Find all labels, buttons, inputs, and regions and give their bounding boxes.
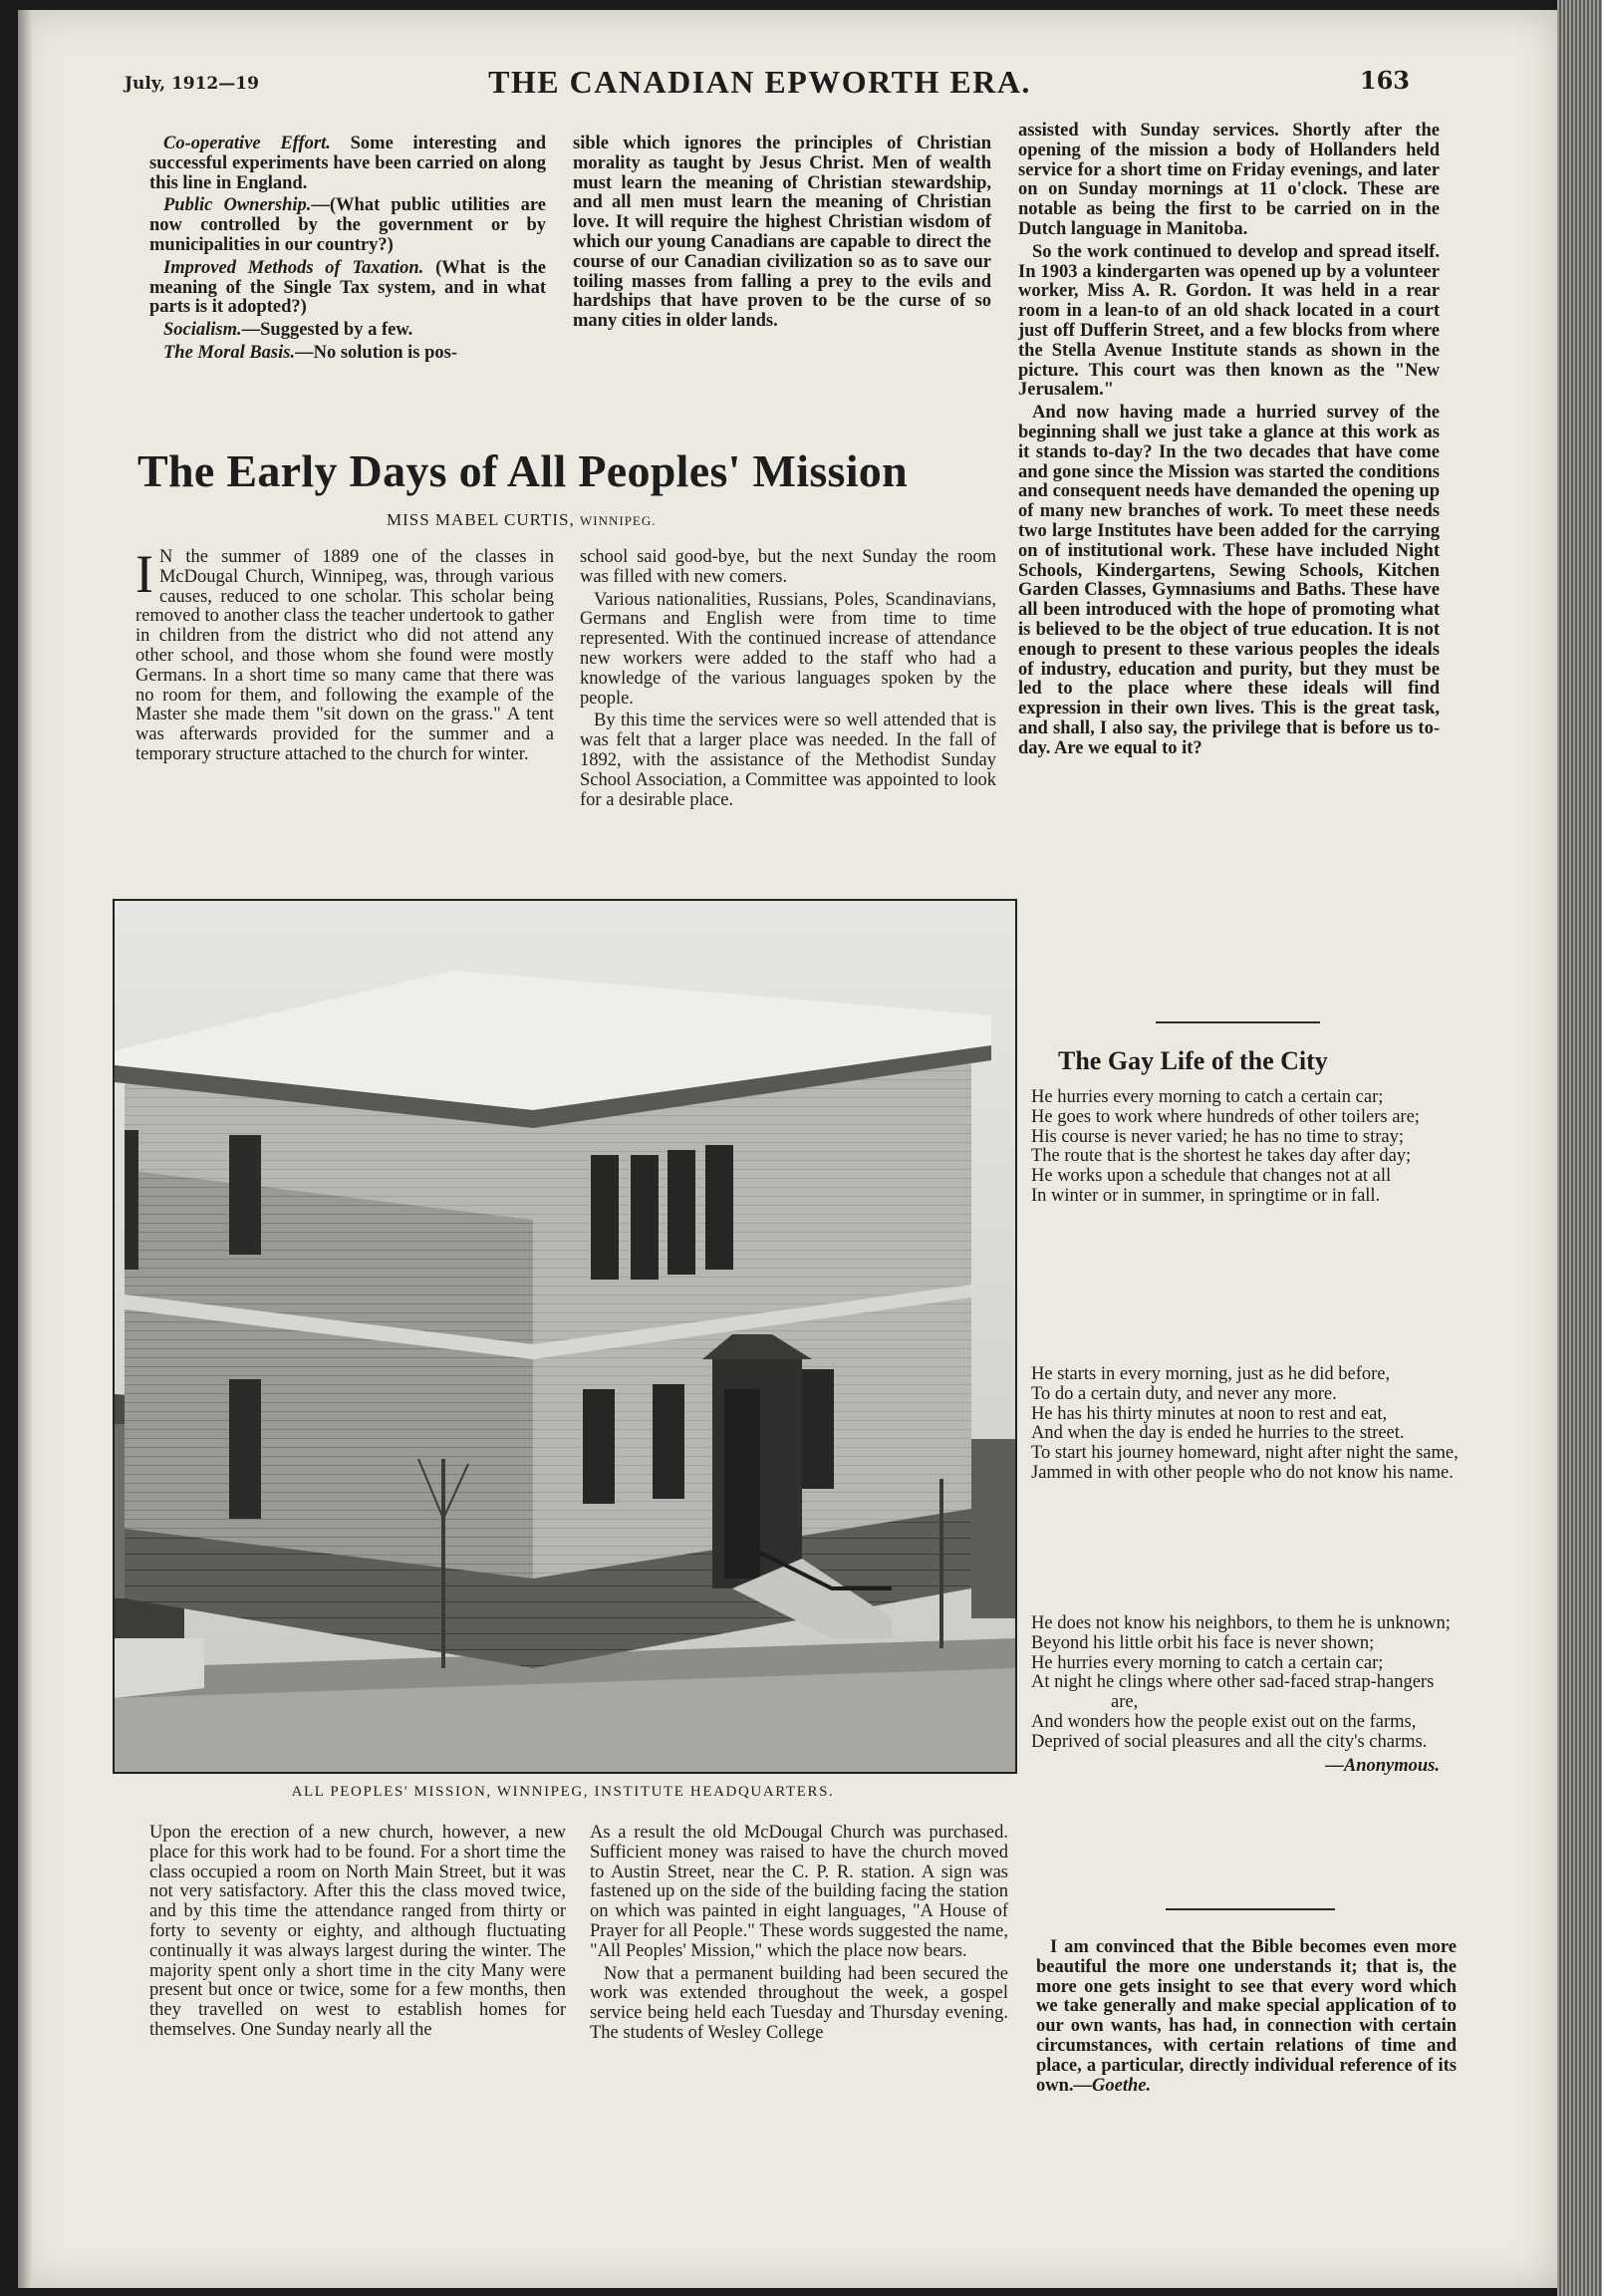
poem-attribution: —Anonymous. xyxy=(1325,1755,1440,1776)
byline-place: WINNIPEG. xyxy=(580,513,657,528)
drop-cap: I xyxy=(135,544,153,604)
article-headline: The Early Days of All Peoples' Mission xyxy=(137,445,908,496)
paragraph xyxy=(149,259,546,318)
magazine-title: THE CANADIAN EPWORTH ERA. xyxy=(488,64,1031,100)
poem-title: The Gay Life of the City xyxy=(1058,1046,1328,1075)
divider-rule xyxy=(1166,1908,1335,1910)
paragraph-text: —No solution is pos- xyxy=(295,342,458,363)
paragraph xyxy=(135,544,554,765)
article-column-4 xyxy=(590,1824,1008,2047)
goethe-quote xyxy=(1036,1938,1457,2099)
paragraph-lead: Co-operative Effort. xyxy=(163,134,331,153)
paragraph-text: —(What public utilities are now controlled by the government or by municipalities in our country?) xyxy=(149,195,546,255)
paragraph: school said good-bye, but the next Sunday the room was filled with new comers. xyxy=(580,547,996,587)
paragraph: sible which ignores the principles of Christian morality as taught by Jesus Christ. Men of wealth must learn the meaning of Christian stewardship, and all men must learn the meaning of Christian love. It will require the highest Christian wisdom of which our young Canadians are capable to direct the course of our Canadian civilization so as to save our toiling masses from falling a prey to the evils and hardships that have proven to be the curse of so many cities in older lands. xyxy=(573,134,991,332)
photo-caption: ALL PEOPLES' MISSION, WINNIPEG, INSTITUTE HEADQUARTERS. xyxy=(291,1784,835,1800)
poem-line: He hurries every morning to catch a certain car; xyxy=(1031,1652,1384,1673)
running-header xyxy=(100,60,1420,100)
paragraph: assisted with Sunday services. Shortly after the opening of the mission a body of Hollanders held service for a short time on Friday evenings, and later on on Sunday mornings at 11 o'clock. These are notable as being the first to be carried on in the Dutch language in Manitoba. xyxy=(1018,121,1440,239)
poem-line: He does not know his neighbors, to them he is unknown; xyxy=(1031,1613,1451,1633)
paragraph: Upon the erection of a new church, however, a new place for this work had to be found. For a short time the class occupied a room on North Main Street, but it was not very satisfactory. After this the class moved twice, and by this time the attendance ranged from thirty or forty to seventy or eighty, and although fluctuating continually it was always largest during the winter. The majority spent only a short time in the city Many were present but once or twice, some for a few months, then they travelled on west to establish homes for themselves. One Sunday nearly all the xyxy=(149,1823,566,2040)
right-column-continued xyxy=(1018,122,1440,762)
paragraph xyxy=(149,135,546,193)
paragraph xyxy=(149,196,546,255)
paragraph-text: N the summer of 1889 one of the classes in McDougal Church, Winnipeg, was, through various causes, reduced to one scholar. This scholar being removed to another class the teacher undertook to gather in children from the district who did not attend any other school, and those whom she found were mostly Germans. In a short time so many came that there was no room for them, and following the example of the Master she made them "sit down on the grass." A tent was afterwards provided for the summer and a temporary structure attached to the church for winter. xyxy=(135,547,554,764)
article-byline xyxy=(387,510,657,530)
poem-line: Jammed in with other people who do not know his name. xyxy=(1031,1462,1454,1483)
poem-line: At night he clings where other sad-faced strap-hangers are, xyxy=(1031,1672,1435,1713)
poem-stanza-3 xyxy=(1031,1614,1460,1776)
paragraph: As a result the old McDougal Church was purchased. Sufficient money was raised to have the church moved to Austin Street, near the C. P. R. station. A sign was fastened up on the side of the building facing the station on which was painted in eight languages, "A House of Prayer for all People." These words suggested the name, "All Peoples' Mission," which the place now bears. xyxy=(590,1823,1008,1961)
article-column-2 xyxy=(580,548,996,813)
header-date: July, 1912—19 xyxy=(125,74,259,94)
poem-stanza-2 xyxy=(1031,1365,1460,1484)
quote-author: —Goethe. xyxy=(1073,2075,1152,2096)
poem-line: He starts in every morning, just as he did before, xyxy=(1031,1364,1391,1384)
page-number: 163 xyxy=(1359,66,1410,95)
poem-line: And wonders how the people exist out on the farms, xyxy=(1031,1711,1417,1732)
paragraph: And now having made a hurried survey of the beginning shall we just take a glance at this work as it stands to-day? In the two decades that have come and gone since the Mission was started the conditions and consequent needs have demanded the opening up of many new branches of work. To meet these needs two large Institutes have been added for the carrying on of institutional work. These have included Night Schools, Kindergartens, Sewing Schools, Kitchen Garden Classes, Gymnasiums and Baths. These have all been introduced with the hope of promoting what is believed to be the object of true education. It is not enough to present to these various peoples the ideals of industry, education and purity, but they must be led to the place where these ideals will find expression in their own lives. This is the great task, and shall, I also say, the privilege that is before us to-day. Are we equal to it? xyxy=(1018,403,1440,758)
paragraph-lead: The Moral Basis. xyxy=(163,342,296,363)
poem-line: In winter or in summer, in springtime or in fall. xyxy=(1031,1185,1381,1206)
paragraph xyxy=(149,321,546,341)
byline-author: MISS MABEL CURTIS, xyxy=(387,510,575,529)
poem-line: The route that is the shortest he takes day after day; xyxy=(1031,1146,1412,1167)
paragraph: Now that a permanent building had been secured the work was extended throughout the week, a gospel service being held each Tuesday and Thursday evening. The students of Wesley College xyxy=(590,1963,1008,2043)
paragraph-lead: Improved Methods of Taxation. xyxy=(163,257,424,278)
quote-body: I am convinced that the Bible becomes even more beautiful the more one understands it; that is, the more one gets insight to see that every word which we take generally and make special application of to our own wants, has had, in connection with certain circumstances, with certain relations of time and place, a particular, directly individual reference of its own. xyxy=(1036,1937,1457,2096)
building-photo-illustration xyxy=(115,901,1015,1772)
poem-stanza-1 xyxy=(1031,1088,1460,1207)
divider-rule xyxy=(1156,1021,1320,1023)
paragraph-lead: Public Ownership. xyxy=(163,195,312,216)
paragraph-lead: Socialism. xyxy=(163,320,242,341)
poem-line: To start his journey homeward, night after night the same, xyxy=(1031,1443,1459,1464)
top-column-1 xyxy=(149,135,546,367)
paragraph-text: (What is the meaning of the Single Tax system, and in what parts is it adopted?) xyxy=(149,257,546,318)
top-column-2 xyxy=(573,135,991,335)
paragraph: By this time the services were so well attended that is was felt that a larger place was needed. In the fall of 1892, with the assistance of the Methodist Sunday School Association, a Committee was appointed to look for a desirable place. xyxy=(580,711,996,810)
poem-line: He works upon a schedule that changes not at all xyxy=(1031,1166,1392,1187)
poem-line: And when the day is ended he hurries to the street. xyxy=(1031,1423,1405,1444)
quote-text xyxy=(1036,1938,1457,2096)
article-column-1 xyxy=(135,544,554,768)
paragraph xyxy=(149,344,546,364)
poem-line: He hurries every morning to catch a certain car; xyxy=(1031,1087,1384,1107)
poem-line: Deprived of social pleasures and all the city's charms. xyxy=(1031,1731,1428,1752)
paragraph: So the work continued to develop and spread itself. In 1903 a kindergarten was opened up by a volunteer worker, Miss A. R. Gordon. It was held in a rear room in a lean-to of an old shack located in a court just off Dufferin Street, and a few blocks from where the Stella Avenue Institute stands as shown in the picture. This court was then known as the "New Jerusalem." xyxy=(1018,241,1440,401)
poem-line: He has his thirty minutes at noon to rest and eat, xyxy=(1031,1403,1388,1424)
book-spine-edge xyxy=(1557,0,1602,2296)
page-gutter-shadow xyxy=(18,10,32,2288)
paragraph-text: Some interesting and successful experiments have been carried on along this line in England. xyxy=(149,134,546,193)
poem-line: Beyond his little orbit his face is never shown; xyxy=(1031,1632,1375,1653)
mission-building-photo xyxy=(113,899,1017,1774)
poem-line: To do a certain duty, and never any more. xyxy=(1031,1383,1337,1404)
article-column-3 xyxy=(149,1824,566,2044)
paragraph-text: —Suggested by a few. xyxy=(241,320,413,341)
paragraph: Various nationalities, Russians, Poles, Scandinavians, Germans and English were from time to time represented. With the continued increase of attendance new workers were added to the staff who had a knowledge of the various languages spoken by the people. xyxy=(580,589,996,709)
poem-line: His course is never varied; he has no time to stray; xyxy=(1031,1126,1405,1147)
poem-line: He goes to work where hundreds of other toilers are; xyxy=(1031,1106,1420,1127)
